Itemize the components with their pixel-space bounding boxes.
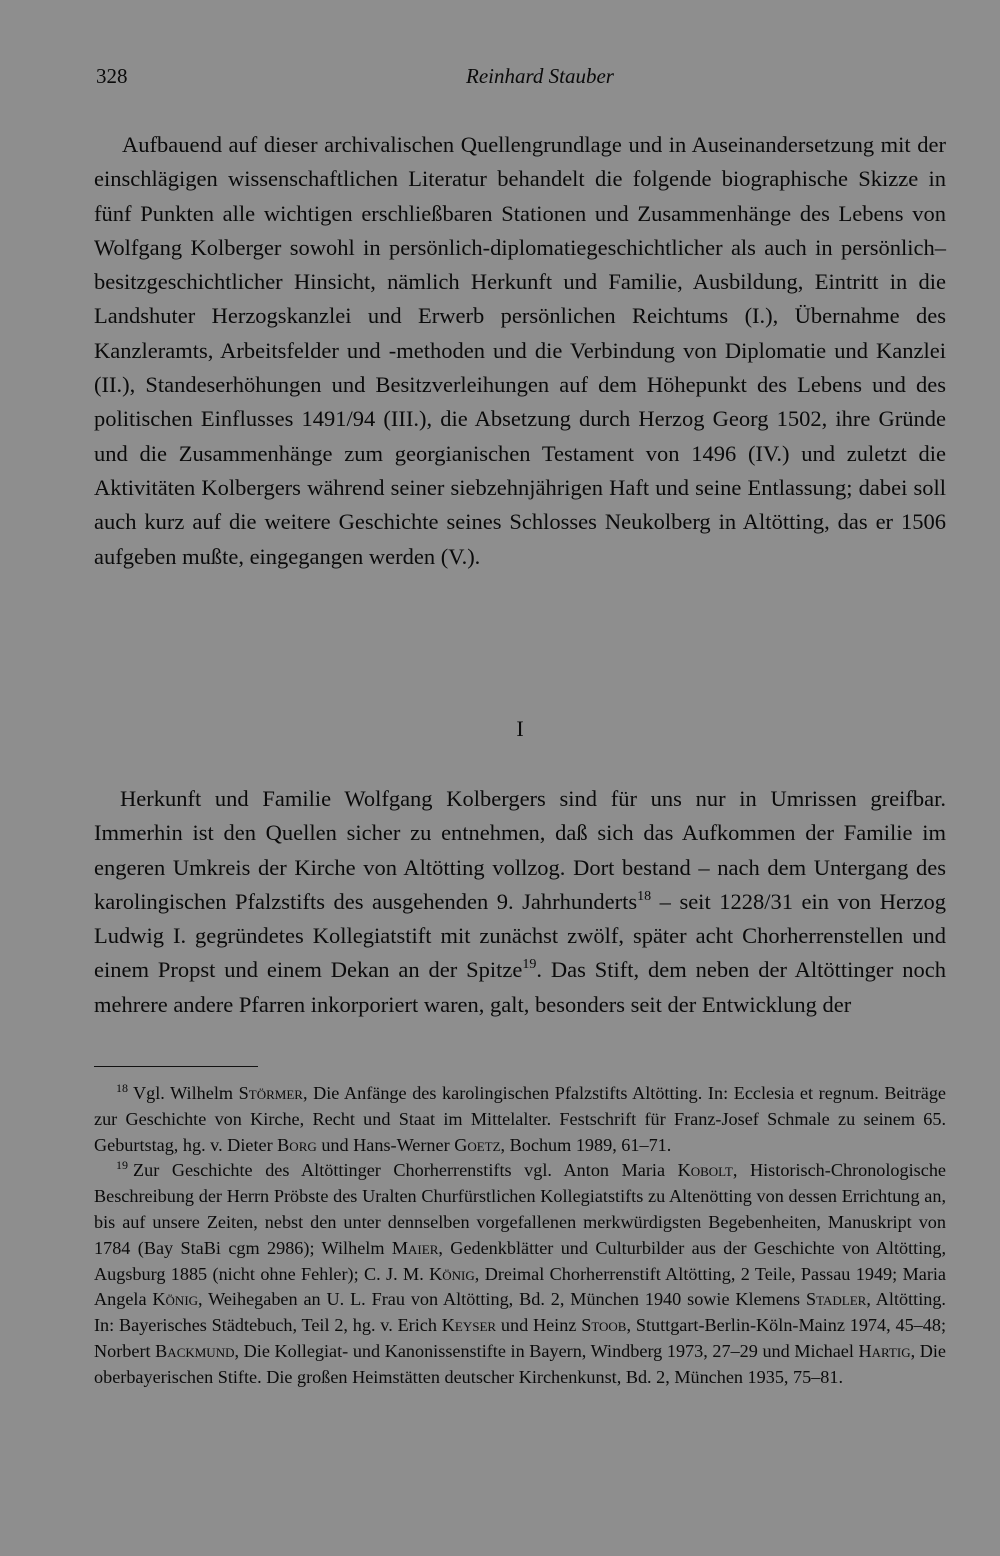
author-name: Störmer [238, 1083, 303, 1103]
author-name: Hartig [858, 1340, 911, 1361]
footnote-text: Zur Geschichte des Altöttinger Chorherrenstifts vgl. Anton Maria [133, 1160, 678, 1181]
footnote-reference[interactable]: 19 [522, 957, 537, 973]
author-name: Maier [391, 1237, 439, 1258]
page-number: 328 [96, 64, 128, 88]
footnote-divider [94, 1066, 258, 1067]
running-head [96, 64, 944, 94]
footnote-text: , Die Kollegiat- und Kanonissenstifte in Bayern, Windberg 1973, 27–29 und Michael [234, 1340, 859, 1361]
footnote-text: und Hans-Werner [316, 1134, 455, 1155]
footnote-text: , Bochum 1989, 61–71. [500, 1134, 672, 1155]
footnote-number: 19 [116, 1158, 128, 1173]
paragraph-text: Herkunft und Familie Wolfgang Kolbergers sind für uns nur in Umrissen greifbar. Immerhin ist den Quellen sicher zu entnehmen, daß sich das Aufkommen der Familie im engeren Umkreis der Kirche von Altötting vollzog. Dort bestand – nach dem Untergang des karolingischen Pfalzstifts des ausgehenden 9. Jahrhunderts [94, 786, 946, 914]
footnote-text: , Historisch-Chronologische Beschreibung der Herrn Pröbste des Uralten Churfürstlichen Kollegiatstifts zu Altenötting von dessen Errichtung an, bis auf unsere Zeiten, nebst den unter dennselben vorgefallenen merkwürdigsten Begebenheiten, Manuskript von 1784 (Bay StaBi cgm 2986); Wilhelm [94, 1160, 946, 1258]
author-name: Kobolt [677, 1160, 733, 1181]
footnotes-section [94, 1081, 946, 1391]
paragraph-text: – seit 1228/31 ein von Herzog Ludwig I. gegründetes Kollegiatstift mit zunächst zwölf, später acht Chorherrenstellen und einem Propst und einem Dekan an der Spitze [94, 888, 947, 983]
author-name: Goetz [454, 1134, 501, 1155]
footnote-text: , Die oberbayerischen Stifte. Die großen Heimstätten deutscher Kirchenkunst, Bd. 2, München 1935, 75–81. [94, 1340, 946, 1387]
footnote-text: , Weihegaben an U. L. Frau von Altötting, Bd. 2, München 1940 sowie Klemens [198, 1289, 806, 1310]
footnote-text: , Dreimal Chorherrenstift Altötting, 2 Teile, Passau 1949; Maria Angela [94, 1263, 946, 1310]
author-name: König [152, 1289, 199, 1310]
running-title: Reinhard Stauber [466, 64, 614, 88]
author-name: Stoob [581, 1315, 627, 1336]
footnote-text: und Heinz [496, 1315, 582, 1336]
author-name: Keyser [441, 1315, 497, 1336]
footnote-19 [94, 1158, 946, 1390]
footnote-text: , Stuttgart-Berlin-Köln-Mainz 1974, 45–48; Norbert [94, 1315, 946, 1361]
footnote-text: , Die Anfänge des karolingischen Pfalzstifts Altötting. In: Ecclesia et regnum. Beiträge zur Geschichte von Kirche, Recht und Staat im Mittelalter. Festschrift für Franz-Josef Schmale zu seinem 65. Geburtstag, hg. v. Dieter [94, 1083, 946, 1155]
author-name: Stadler [805, 1289, 867, 1310]
footnote-number: 18 [116, 1081, 128, 1095]
author-name: König [429, 1263, 475, 1284]
paragraph-text: . Das Stift, dem neben der Altöttinger noch mehrere andere Pfarren inkorporiert waren, galt, besonders seit der Entwicklung der [94, 957, 946, 1017]
footnote-text: , Gedenkblätter und Culturbilder aus der Geschichte von Altötting, Augsburg 1885 (nicht ohne Fehler); C. J. M. [94, 1237, 946, 1284]
author-name: Backmund [155, 1340, 235, 1361]
section-heading: I [516, 716, 524, 741]
footnote-text: Vgl. Wilhelm [133, 1083, 239, 1103]
body-paragraph-2 [94, 782, 946, 1022]
body-paragraph-1: Aufbauend auf dieser archivalischen Quellengrundlage und in Auseinandersetzung mit der einschlägigen wissenschaftlichen Literatur behandelt die folgende biographische Skizze in fünf Punkten alle wichtigen erschließbaren Stationen und Zusammenhänge des Lebens von Wolfgang Kolberger sowohl in persönlich-diplomatiegeschichtlicher als auch in persönlich–besitzgeschichtlicher Hinsicht, nämlich Herkunft und Familie, Ausbildung, Eintritt in die Landshuter Herzogskanzlei und Erwerb persönlichen Reichtums (I.), Übernahme des Kanzleramts, Arbeitsfelder und -methoden und die Verbindung von Diplomatie und Kanzlei (II.), Standeserhöhungen und Besitzverleihungen auf dem Höhepunkt des Lebens und des politischen Einflusses 1491/94 (III.), die Absetzung durch Herzog Georg 1502, ihre Gründe und die Zusammenhänge zum georgianischen Testament von 1496 (IV.) und zuletzt die Aktivitäten Kolbergers während seiner siebzehnjährigen Haft und seine Entlassung; dabei soll auch kurz auf die weitere Geschichte seines Schlosses Neukolberg in Altötting, das er 1506 aufgeben mußte, eingegangen werden (V.). [94, 132, 946, 569]
author-name: Borg [277, 1134, 317, 1155]
footnote-text: , Altötting. In: Bayerisches Städtebuch, Teil 2, hg. v. Erich [94, 1289, 946, 1336]
footnote-reference[interactable]: 18 [637, 888, 652, 904]
footnote-18 [94, 1081, 946, 1158]
